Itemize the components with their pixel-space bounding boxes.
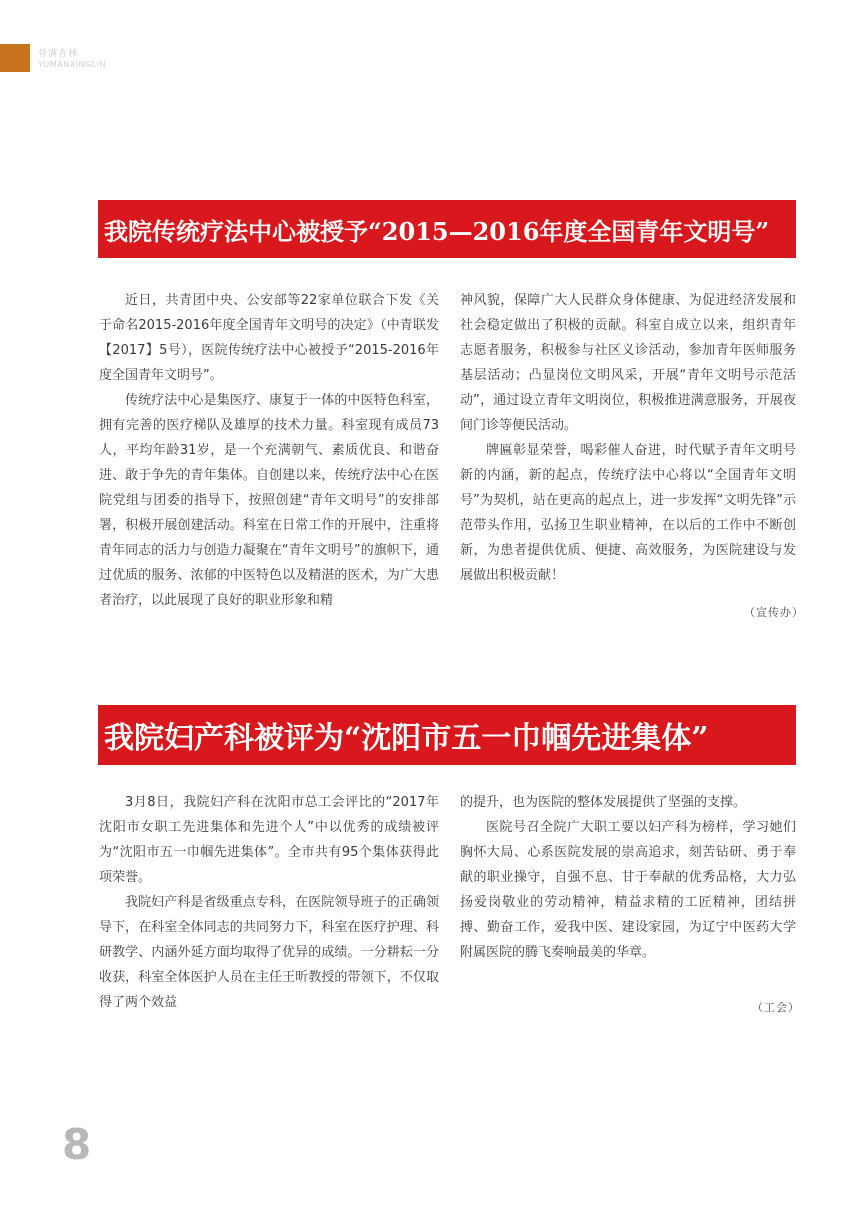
section-tab-marker xyxy=(0,44,30,72)
running-header-pinyin: YUMANXINGLIN xyxy=(38,60,106,69)
article-1-title-banner xyxy=(98,200,796,258)
article-1-paragraph-continued: 神风貌，保障广大人民群众身体健康、为促进经济发展和社会稳定做出了积极的贡献。科室自成立以来，组织青年志愿者服务，积极参与社区义诊活动，参加青年医师服务基层活动；凸显岗位文明风采，开展“青年文明号示范活动”，通过设立青年文明岗位，积极推进满意服务，开展夜间门诊等便民活动。 xyxy=(460,293,796,433)
article-2-paragraph: 3月8日，我院妇产科在沈阳市总工会评比的“2017年沈阳市女职工先进集体和先进个人”中以优秀的成绩被评为“沈阳市五一巾帼先进集体”。全市共有95个集体获得此项荣誉。 xyxy=(99,795,439,885)
page-number: 8 xyxy=(62,1120,92,1169)
article-1-title: 我院传统疗法中心被授予“2015—2016年度全国青年文明号” xyxy=(104,216,770,246)
article-1-column-right xyxy=(460,288,796,588)
article-1-credit: （宣传办） xyxy=(744,606,804,619)
article-2-paragraph: 我院妇产科是省级重点专科，在医院领导班子的正确领导下，在科室全体同志的共同努力下，科室在医疗护理、科研教学、内涵外延方面均取得了优异的成绩。一分耕耘一分收获，科室全体医护人员在主任王昕教授的带领下，不仅取得了两个效益 xyxy=(99,895,439,1010)
article-2-title: 我院妇产科被评为“沈阳市五一巾帼先进集体” xyxy=(104,721,709,756)
article-2-column-left xyxy=(99,790,439,1015)
article-1-paragraph: 牌匾彰显荣誉，喝彩催人奋进，时代赋予青年文明号新的内涵，新的起点，传统疗法中心将以“全国青年文明号”为契机，站在更高的起点上，进一步发挥“文明先锋”示范带头作用，弘扬卫生职业精神，在以后的工作中不断创新，为患者提供优质、便捷、高效服务，为医院建设与发展做出积极贡献！ xyxy=(460,443,796,583)
running-header-title: 誉满杏林 xyxy=(38,49,79,59)
article-2-credit: （工会） xyxy=(752,1001,800,1014)
article-2-paragraph-continued: 的提升，也为医院的整体发展提供了坚强的支撑。 xyxy=(460,795,747,810)
article-1-column-left xyxy=(99,288,439,613)
article-1-paragraph: 近日，共青团中央、公安部等22家单位联合下发《关于命名2015-2016年度全国青年文明号的决定》（中青联发【2017】5号），医院传统疗法中心被授予“2015-2016年度全国青年文明号”。 xyxy=(99,293,439,383)
article-2-paragraph: 医院号召全院广大职工要以妇产科为榜样，学习她们胸怀大局、心系医院发展的崇高追求，刻苦钻研、勇于奉献的职业操守，自强不息、甘于奉献的优秀品格，大力弘扬爱岗敬业的劳动精神，精益求精的工匠精神，团结拼搏、勤奋工作，爱我中医、建设家园，为辽宁中医药大学附属医院的腾飞奏响最美的华章。 xyxy=(460,820,796,960)
article-2-title-banner xyxy=(98,705,796,765)
article-1-paragraph: 传统疗法中心是集医疗、康复于一体的中医特色科室，拥有完善的医疗梯队及雄厚的技术力量。科室现有成员73人，平均年龄31岁，是一个充满朝气、素质优良、和谐奋进、敢于争先的青年集体。自创建以来，传统疗法中心在医院党组与团委的指导下，按照创建“青年文明号”的安排部署，积极开展创建活动。科室在日常工作的开展中，注重将青年同志的活力与创造力凝聚在“青年文明号”的旗帜下，通过优质的服务、浓郁的中医特色以及精湛的医术，为广大患者治疗，以此展现了良好的职业形象和精 xyxy=(99,393,439,608)
article-2-column-right xyxy=(460,790,796,965)
